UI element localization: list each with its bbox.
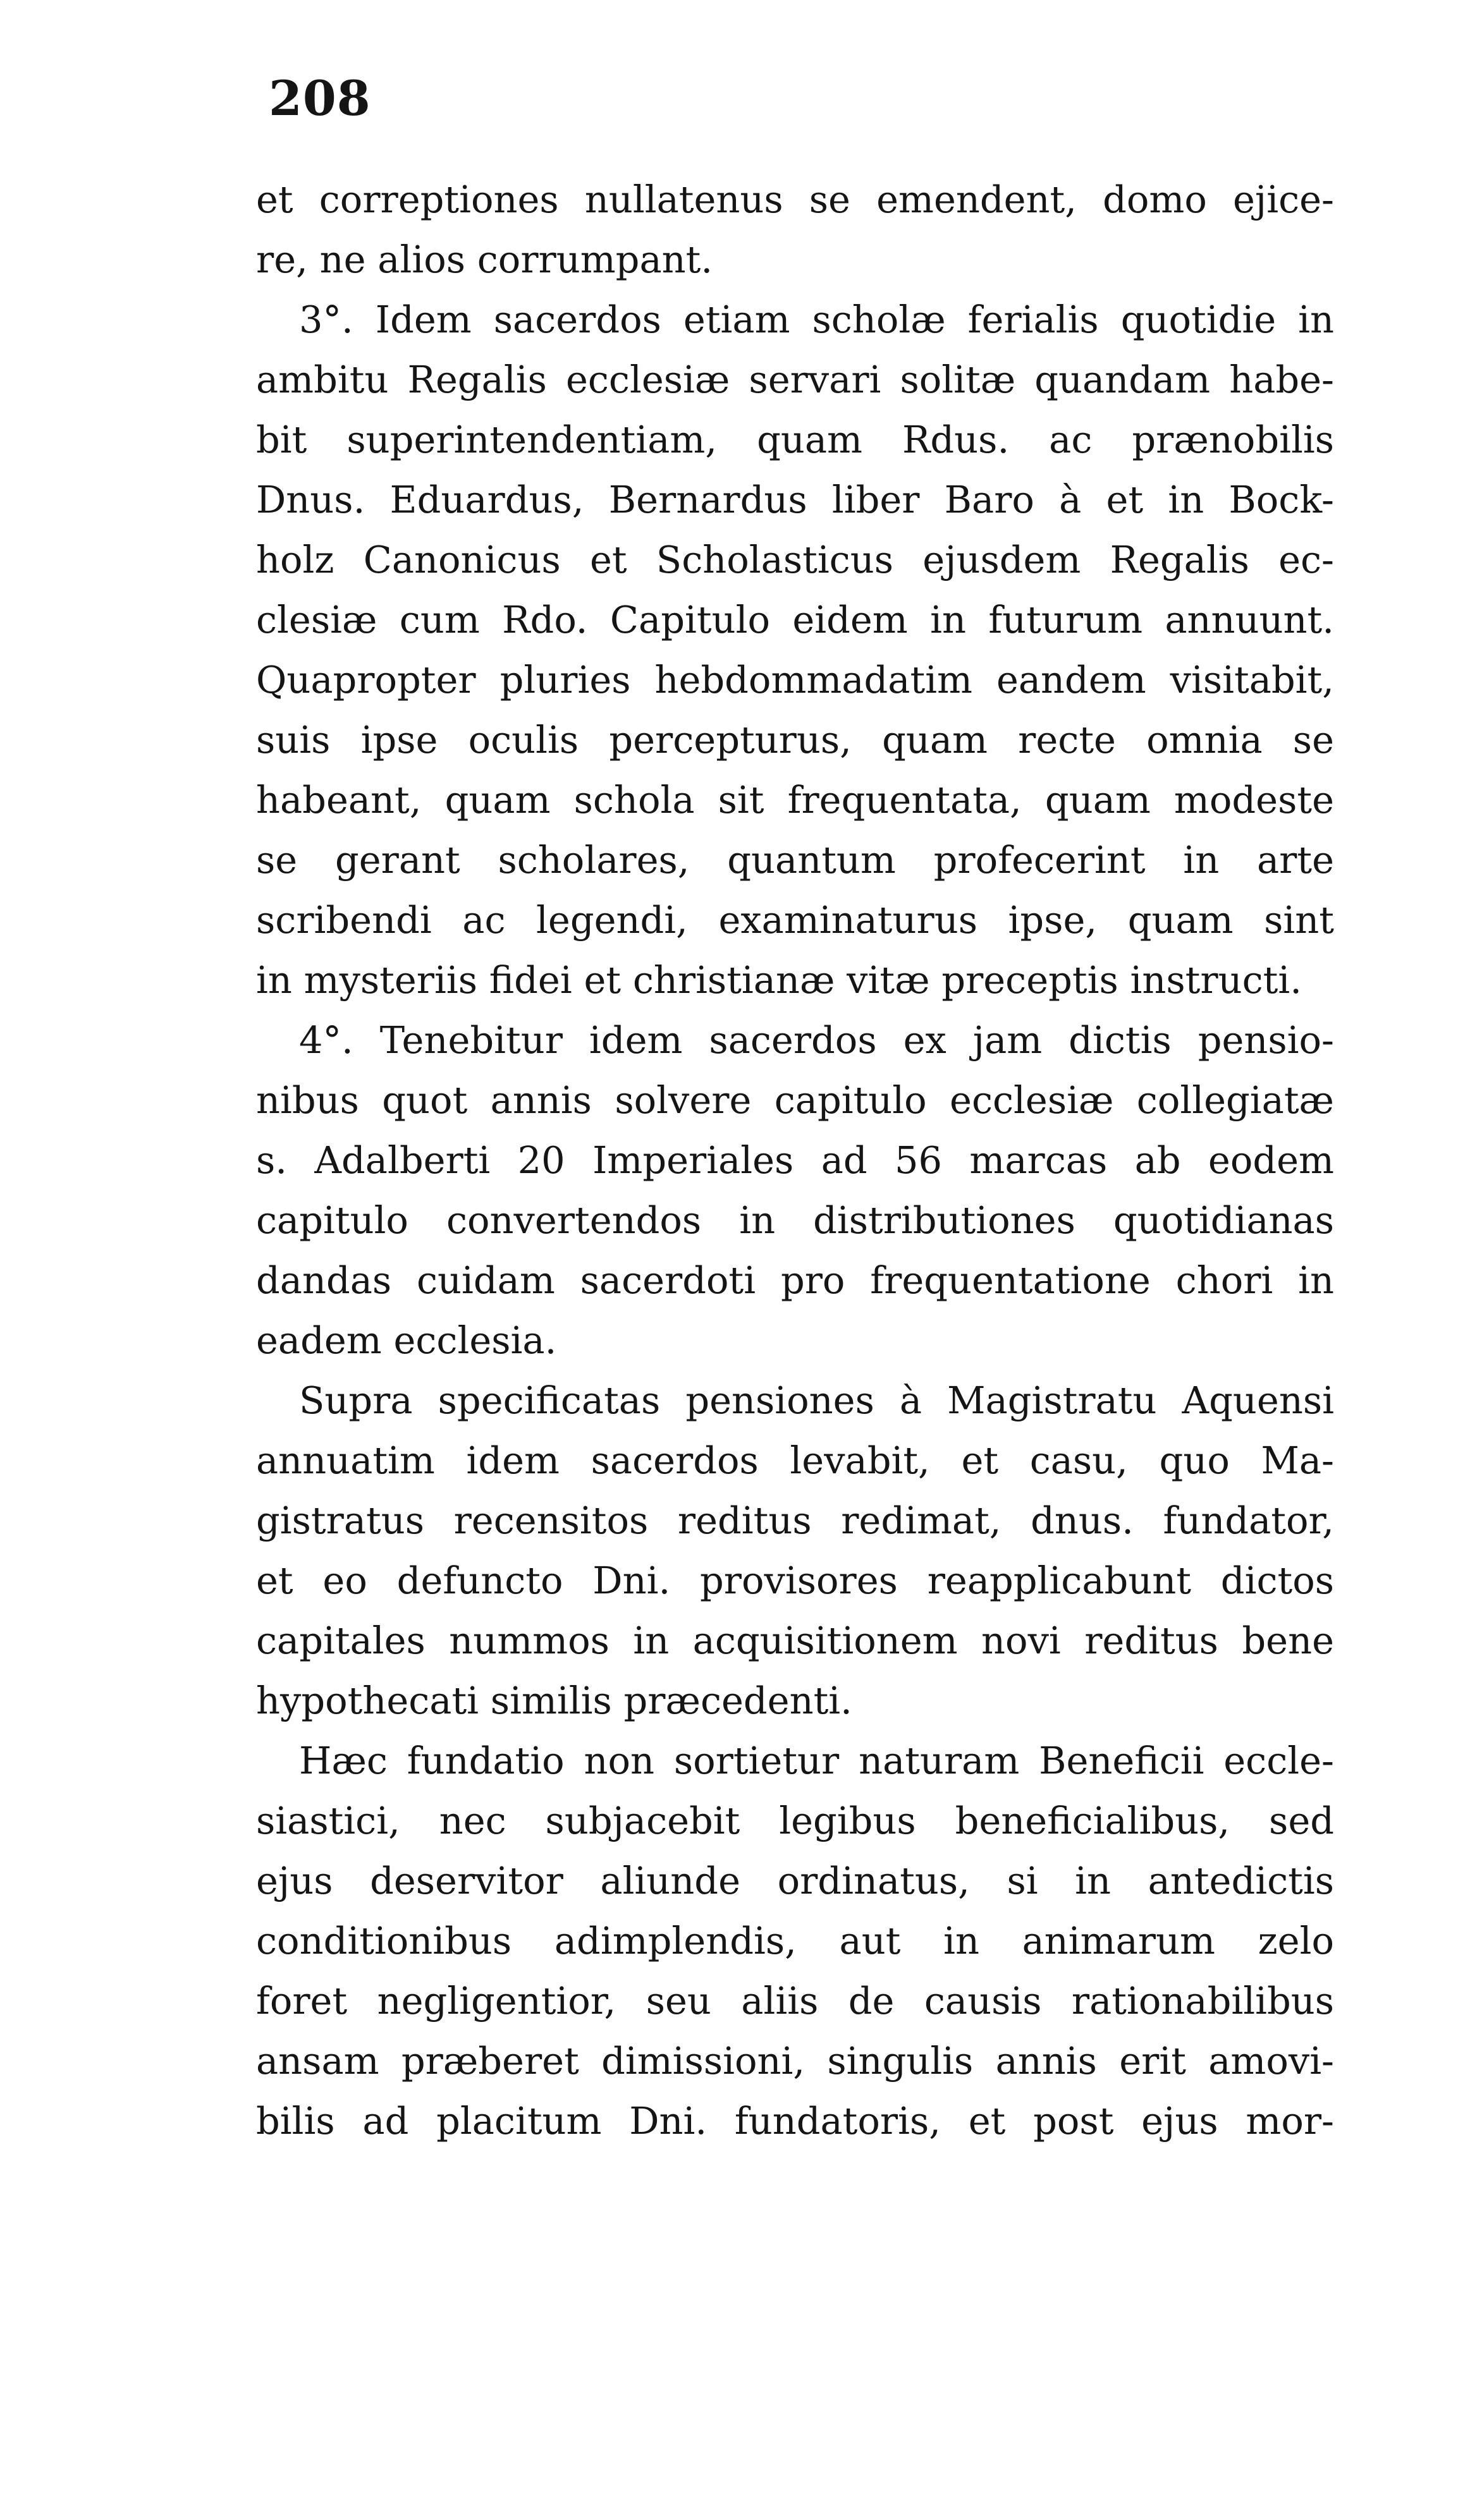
text-line: foret negligentior, seu aliis de causis rationabilibus: [256, 1979, 1334, 2023]
text-line: ansam præberet dimissioni, singulis annis erit amovi-: [256, 2039, 1334, 2083]
text-line: ejus deservitor aliunde ordinatus, si in antedictis: [256, 1859, 1334, 1902]
page-number: 208: [269, 70, 371, 126]
text-line: se gerant scholares, quantum profecerint in arte: [256, 838, 1334, 882]
text-line: holz Canonicus et Scholasticus ejusdem Regalis ec-: [256, 538, 1334, 581]
text-line: conditionibus adimplendis, aut in animarum zelo: [256, 1919, 1334, 1963]
text-line: Supra specificatas pensiones à Magistratu Aquensi: [299, 1379, 1334, 1422]
text-line: eadem ecclesia.: [256, 1318, 557, 1362]
text-line: scribendi ac legendi, examinaturus ipse, quam sint: [256, 898, 1334, 942]
text-line: Quapropter pluries hebdommadatim eandem visitabit,: [256, 658, 1334, 702]
text-line: et eo defuncto Dni. provisores reapplicabunt dictos: [256, 1559, 1334, 1602]
text-line: gistratus recensitos reditus redimat, dnus. fundator,: [256, 1499, 1334, 1542]
text-line: siastici, nec subjacebit legibus beneficialibus, sed: [256, 1799, 1334, 1842]
text-line: 4°. Tenebitur idem sacerdos ex jam dictis pensio-: [299, 1018, 1334, 1062]
text-line: re, ne alios corrumpant.: [256, 238, 713, 281]
text-line: bit superintendentiam, quam Rdus. ac prænobilis: [256, 418, 1334, 461]
text-line: bilis ad placitum Dni. fundatoris, et post ejus mor-: [256, 2099, 1334, 2143]
text-line: Dnus. Eduardus, Bernardus liber Baro à et in Bock-: [256, 478, 1334, 521]
text-line: in mysteriis fidei et christianæ vitæ preceptis instructi.: [256, 958, 1302, 1002]
text-line: dandas cuidam sacerdoti pro frequentatione chori in: [256, 1258, 1334, 1302]
text-line: nibus quot annis solvere capitulo ecclesiæ collegiatæ: [256, 1078, 1334, 1122]
text-line: annuatim idem sacerdos levabit, et casu, quo Ma-: [256, 1439, 1334, 1482]
text-line: capitulo convertendos in distributiones quotidianas: [256, 1198, 1334, 1242]
text-line: clesiæ cum Rdo. Capitulo eidem in futurum annuunt.: [256, 598, 1334, 642]
text-line: hypothecati similis præcedenti.: [256, 1679, 852, 1722]
text-line: ambitu Regalis ecclesiæ servari solitæ quandam habe-: [256, 358, 1334, 401]
text-line: Hæc fundatio non sortietur naturam Beneficii eccle-: [299, 1739, 1334, 1782]
text-line: s. Adalberti 20 Imperiales ad 56 marcas ab eodem: [256, 1138, 1334, 1182]
text-line: suis ipse oculis percepturus, quam recte omnia se: [256, 718, 1334, 762]
body-text: [256, 169, 1334, 2151]
text-line: capitales nummos in acquisitionem novi reditus bene: [256, 1619, 1334, 1662]
text-line: et correptiones nullatenus se emendent, domo ejice-: [256, 178, 1334, 221]
text-line: 3°. Idem sacerdos etiam scholæ ferialis quotidie in: [299, 298, 1334, 341]
text-line: habeant, quam schola sit frequentata, quam modeste: [256, 778, 1334, 822]
